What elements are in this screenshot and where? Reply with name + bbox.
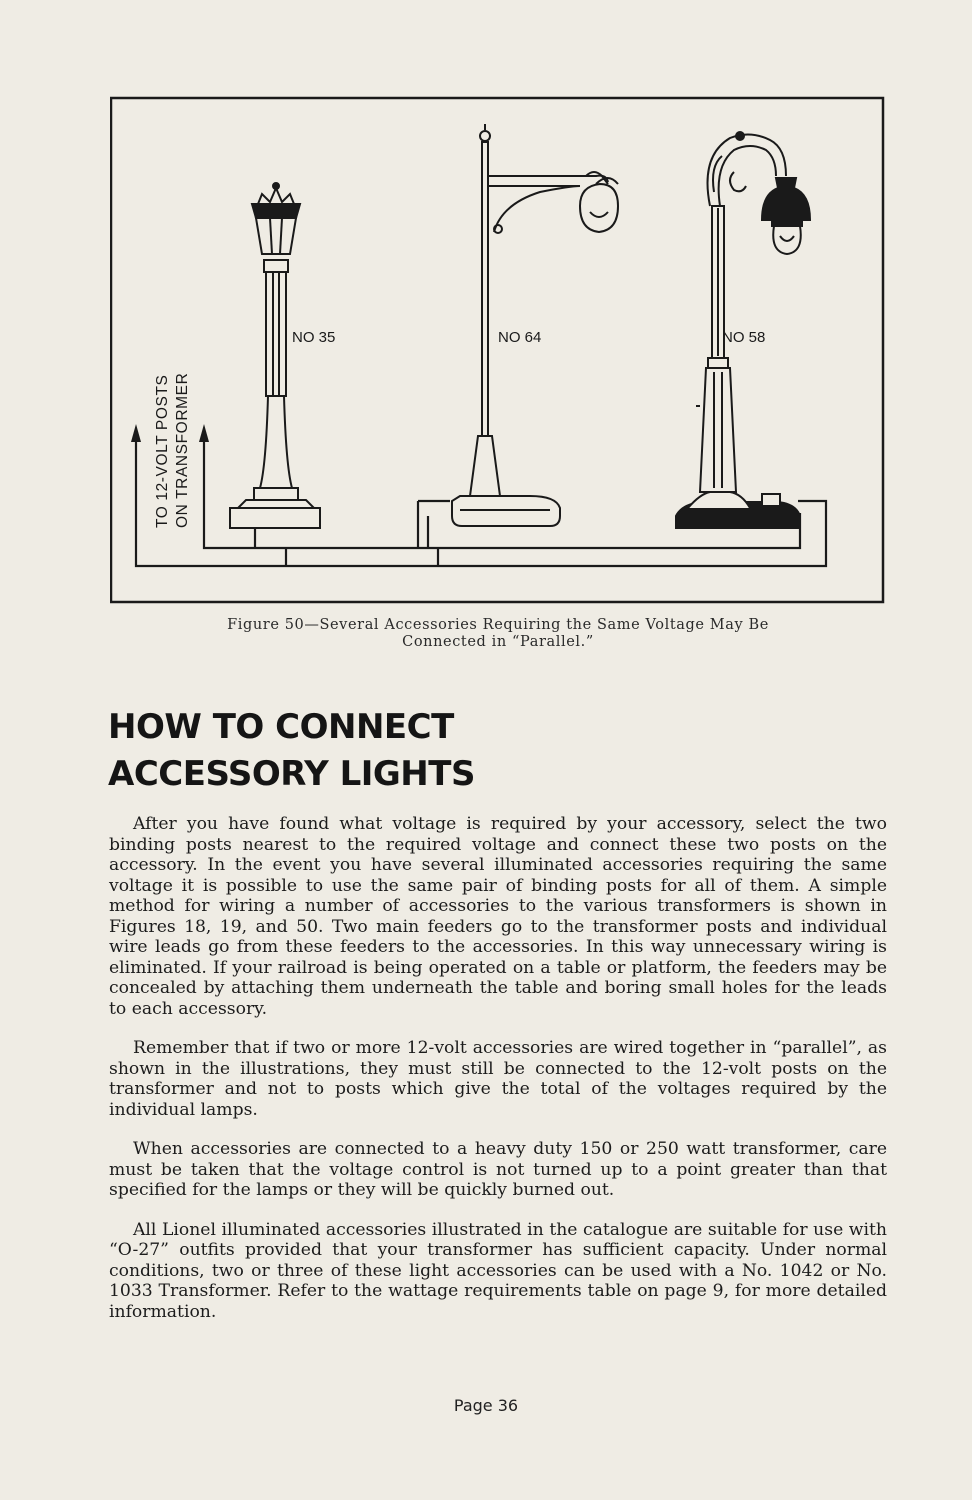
paragraph: All Lionel illuminated accessories illustrated in the catalogue are suitable for use with “O-27” outfits provided that your transformer has sufficient capacity. Under normal conditions, two or three of these light accessories can be used with a No. 1042 or No. 1033 Transformer. Refer to the wattage requirements table on page 9, for more detailed information. xyxy=(109,1219,887,1322)
figure-caption xyxy=(110,617,886,651)
body-text xyxy=(109,814,887,1341)
section-title-line-1: HOW TO CONNECT xyxy=(108,707,454,747)
side-label-line-1: TO 12-VOLT POSTS xyxy=(154,374,171,528)
lamp-no-35-illustration xyxy=(230,183,320,528)
section-title-line-2: ACCESSORY LIGHTS xyxy=(108,754,475,794)
page-number: Page 36 xyxy=(453,1396,519,1415)
lamp-no-64-label: NO 64 xyxy=(498,329,542,346)
section-title xyxy=(108,704,868,798)
lamp-no-64-illustration xyxy=(452,124,618,526)
lamp-no-35-label: NO 35 xyxy=(292,329,336,346)
wiring-diagram xyxy=(110,96,886,604)
wiring-figure xyxy=(110,96,886,604)
side-label-line-2: ON TRANSFORMER xyxy=(174,372,191,528)
caption-line-1: Figure 50—Several Accessories Requiring the Same Voltage May Be xyxy=(227,617,769,633)
caption-line-2: Connected in “Parallel.” xyxy=(402,634,594,650)
paragraph: When accessories are connected to a heavy duty 150 or 250 watt transformer, care must be taken that the voltage control is not turned up to a point greater than that specified for the lamps or they will be quickly burned out. xyxy=(109,1139,887,1200)
lamp-no-58-label: NO 58 xyxy=(722,329,766,346)
paragraph: Remember that if two or more 12-volt accessories are wired together in “parallel”, as shown in the illustrations, they must still be connected to the 12-volt posts on the transformer and not to posts which give the total of the voltages required by the individual lamps. xyxy=(109,1038,887,1120)
paragraph: After you have found what voltage is required by your accessory, select the two binding posts nearest to the required voltage and connect these two posts on the accessory. In the event you have several illuminated accessories requiring the same voltage it is possible to use the same pair of binding posts for all of them. A simple method for wiring a number of accessories to the various transformers is shown in Figures 18, 19, and 50. Two main feeders go to the transformer posts and individual wire leads go from these feeders to the accessories. In this way unnecessary wiring is eliminated. If your railroad is being operated on a table or platform, the feeders may be concealed by attaching them underneath the table and boring small holes for the leads to each accessory. xyxy=(109,814,887,1019)
